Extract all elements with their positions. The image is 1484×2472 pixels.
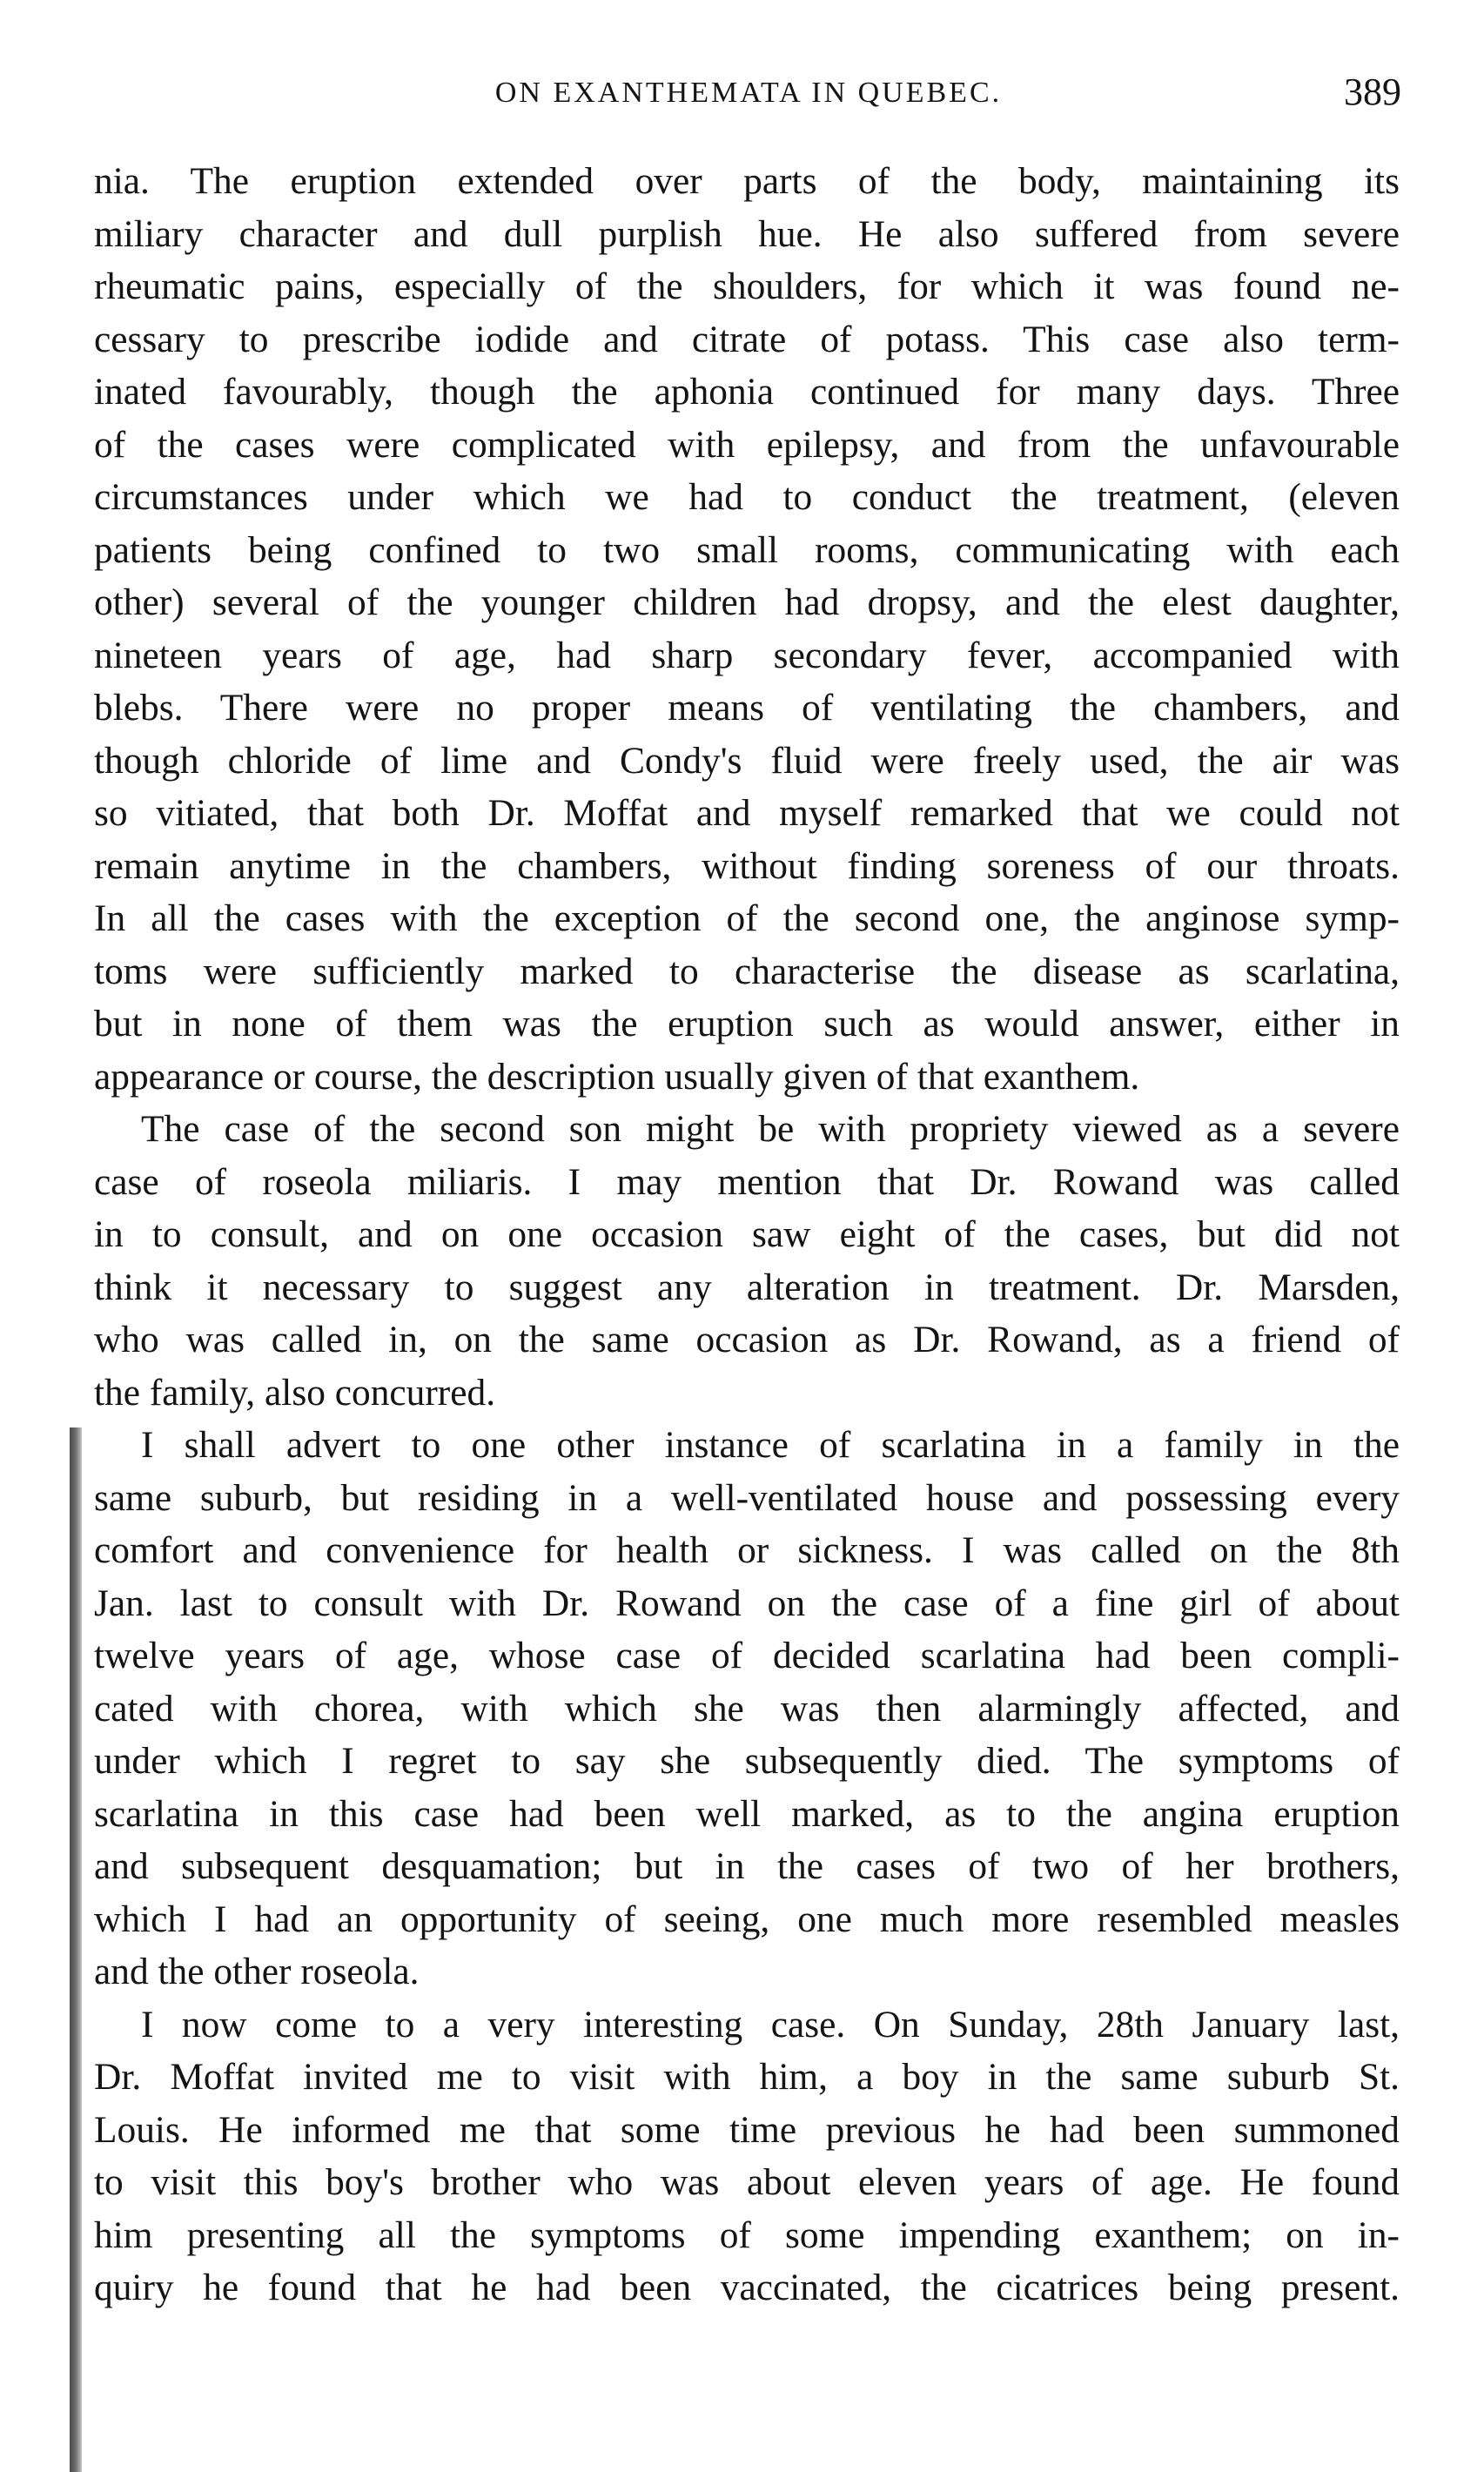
text-line: twelve years of age, whose case of decided scarlatina had been compli-: [94, 1635, 1400, 1676]
text-line: Louis. He informed me that some time previous he had been summoned: [94, 2108, 1400, 2151]
text-line: and subsequent desquamation; but in the cases of two of her brothers,: [94, 1845, 1400, 1887]
text-line: quiry he found that he had been vaccinated, the cicatrices being present.: [94, 2267, 1400, 2308]
text-line: miliary character and dull purplish hue. He also suffered from severe: [94, 212, 1400, 255]
text-line: him presenting all the symptoms of some impending exanthem; on in-: [94, 2213, 1400, 2256]
paragraph-start-line: I shall advert to one other instance of scarlatina in a family in the: [141, 1424, 1400, 1466]
text-line: Dr. Moffat invited me to visit with him, a boy in the same suburb St.: [94, 2056, 1400, 2098]
paragraph-start-line: I now come to a very interesting case. On Sunday, 28th January last,: [141, 2003, 1400, 2045]
text-line: appearance or course, the description usually given of that exanthem.: [94, 1055, 1140, 1098]
body-text: [94, 155, 1400, 2314]
text-line: blebs. There were no proper means of ventilating the chambers, and: [94, 687, 1400, 729]
text-line: who was called in, on the same occasion as Dr. Rowand, as a friend of: [94, 1319, 1400, 1360]
text-line: cated with chorea, with which she was then alarmingly affected, and: [94, 1687, 1400, 1730]
text-line: think it necessary to suggest any alteration in treatment. Dr. Marsden,: [94, 1266, 1400, 1308]
text-line: which I had an opportunity of seeing, one much more resembled measles: [94, 1898, 1400, 1940]
text-line: the family, also concurred.: [94, 1371, 496, 1414]
running-title: ON EXANTHEMATA IN QUEBEC.: [494, 77, 1003, 109]
text-line: Jan. last to consult with Dr. Rowand on the case of a fine girl of about: [94, 1582, 1400, 1624]
text-line: in to consult, and on one occasion saw eight of the cases, but did not: [94, 1213, 1400, 1255]
text-line: patients being confined to two small rooms, communicating with each: [94, 528, 1400, 571]
text-line: cessary to prescribe iodide and citrate of potass. This case also term-: [94, 318, 1400, 360]
text-line: nia. The eruption extended over parts of the body, maintaining its: [94, 160, 1400, 202]
text-line: case of roseola miliaris. I may mention that Dr. Rowand was called: [94, 1160, 1400, 1203]
running-head: [96, 68, 1401, 120]
text-line: under which I regret to say she subsequently died. The symptoms of: [94, 1740, 1400, 1782]
text-line: but in none of them was the eruption such as would answer, either in: [94, 1003, 1400, 1045]
text-line: and the other roseola.: [94, 1951, 420, 1992]
text-line: nineteen years of age, had sharp secondary fever, accompanied with: [94, 634, 1400, 676]
text-line: inated favourably, though the aphonia continued for many days. Three: [94, 371, 1400, 413]
text-line: In all the cases with the exception of the second one, the anginose symp-: [94, 897, 1400, 939]
text-line: so vitiated, that both Dr. Moffat and myself remarked that we could not: [94, 792, 1400, 834]
text-line: rheumatic pains, especially of the shoulders, for which it was found ne-: [94, 265, 1400, 307]
paragraph-start-line: The case of the second son might be with propriety viewed as a severe: [141, 1108, 1400, 1150]
text-line: though chloride of lime and Condy's fluid were freely used, the air was: [94, 739, 1400, 782]
binding-shadow: [70, 1427, 82, 2472]
text-line: circumstances under which we had to conduct the treatment, (eleven: [94, 476, 1400, 518]
text-line: same suburb, but residing in a well-ventilated house and possessing every: [94, 1476, 1400, 1519]
text-line: to visit this boy's brother who was about eleven years of age. He found: [94, 2161, 1400, 2203]
page-number: 389: [1344, 71, 1401, 113]
text-line: comfort and convenience for health or sickness. I was called on the 8th: [94, 1529, 1400, 1571]
text-line: other) several of the younger children had dropsy, and the elest daughter,: [94, 581, 1400, 623]
text-line: of the cases were complicated with epilepsy, and from the unfavourable: [94, 423, 1400, 466]
text-line: remain anytime in the chambers, without finding soreness of our throats.: [94, 844, 1400, 887]
text-line: toms were sufficiently marked to characterise the disease as scarlatina,: [94, 950, 1400, 992]
text-line: scarlatina in this case had been well marked, as to the angina eruption: [94, 1792, 1400, 1835]
